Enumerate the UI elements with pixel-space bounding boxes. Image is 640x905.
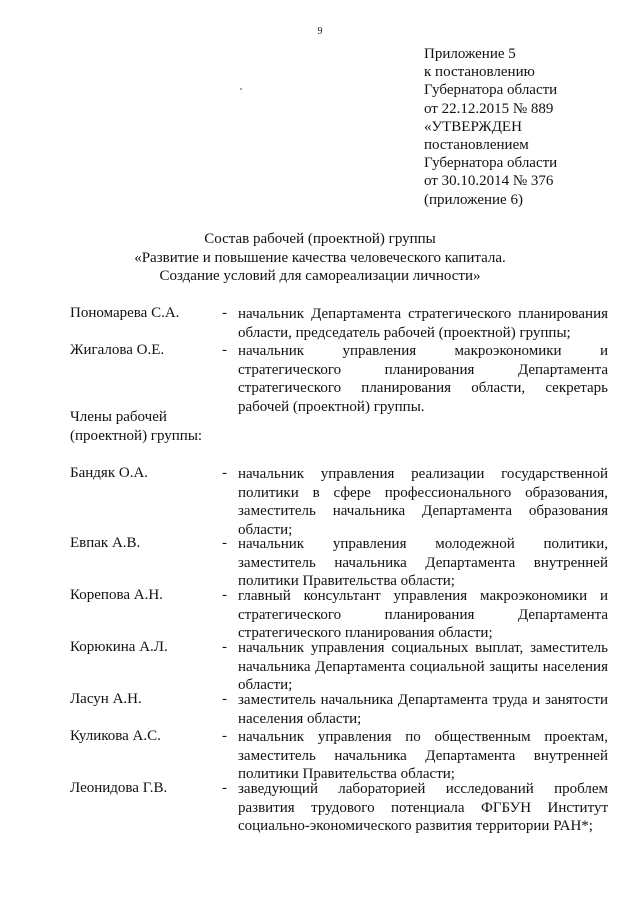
person-name: Леонидова Г.В. xyxy=(70,780,168,796)
person-name: Бандяк О.А. xyxy=(70,465,149,481)
appendix-line: «УТВЕРЖДЕН xyxy=(424,118,522,135)
person-name: Корюкина А.Л. xyxy=(70,639,168,655)
appendix-line: (приложение 6) xyxy=(424,191,523,208)
title-line: Состав рабочей (проектной) группы xyxy=(204,231,436,247)
dash: - xyxy=(222,639,227,655)
appendix-line: к постановлению xyxy=(424,64,535,81)
scan-dot xyxy=(240,88,242,90)
appendix-line: постановлением xyxy=(424,137,529,154)
dash: - xyxy=(222,465,227,481)
members-label-line: (проектной) группы: xyxy=(70,428,203,444)
person-role: начальник управления по общественным проектам, заместитель начальника Департамента внутренней политики Правительства области; xyxy=(238,729,608,783)
person-role: начальник управления социальных выплат, заместитель начальника Департамента социальной защиты населения области; xyxy=(238,640,608,694)
dash: - xyxy=(222,305,227,321)
document-title xyxy=(0,230,640,286)
person-name: Евпак А.В. xyxy=(70,535,141,551)
dash: - xyxy=(222,342,227,358)
person-role: начальник управления реализации государственной политики в сфере профессионального образования, заместитель начальника Департамента образования области; xyxy=(238,466,608,538)
dash: - xyxy=(222,535,227,551)
appendix-line: Губернатора области xyxy=(424,82,558,99)
dash: - xyxy=(222,587,227,603)
appendix-line: Приложение 5 xyxy=(424,46,516,62)
person-name: Жигалова О.Е. xyxy=(70,342,165,358)
person-name: Куликова А.С. xyxy=(70,728,161,744)
dash: - xyxy=(222,780,227,796)
appendix-line: от 30.10.2014 № 376 xyxy=(424,173,554,190)
dash: - xyxy=(222,691,227,707)
members-label xyxy=(70,408,202,446)
dash: - xyxy=(222,728,227,744)
person-role: начальник Департамента стратегического планирования области, председатель рабочей (проектной) группы; xyxy=(238,306,608,341)
appendix-block xyxy=(424,45,624,209)
page-number: 9 xyxy=(317,26,323,37)
person-role: главный консультант управления макроэкономики и стратегического планирования Департамента стратегического планирования области; xyxy=(238,588,608,642)
person-role: заместитель начальника Департамента труда и занятости населения области; xyxy=(238,692,608,727)
person-role: начальник управления молодежной политики, заместитель начальника Департамента внутренней политики Правительства области; xyxy=(238,536,608,590)
title-line: «Развитие и повышение качества человеческого капитала. xyxy=(134,249,506,266)
person-name: Пономарева С.А. xyxy=(70,305,180,321)
person-name: Корепова А.Н. xyxy=(70,587,163,603)
person-role: заведующий лабораторией исследований проблем развития трудового потенциала ФГБУН Институт социально-экономического развития территории РАН*; xyxy=(238,781,608,835)
person-role: начальник управления макроэкономики и стратегического планирования Департамента стратегического планирования области, секретарь рабочей (проектной) группы. xyxy=(238,343,608,415)
person-name: Ласун А.Н. xyxy=(70,691,142,707)
members-label-line: Члены рабочей xyxy=(70,409,167,425)
title-line: Создание условий для самореализации личности» xyxy=(159,268,481,284)
appendix-line: от 22.12.2015 № 889 xyxy=(424,100,554,117)
appendix-line: Губернатора области xyxy=(424,155,558,172)
